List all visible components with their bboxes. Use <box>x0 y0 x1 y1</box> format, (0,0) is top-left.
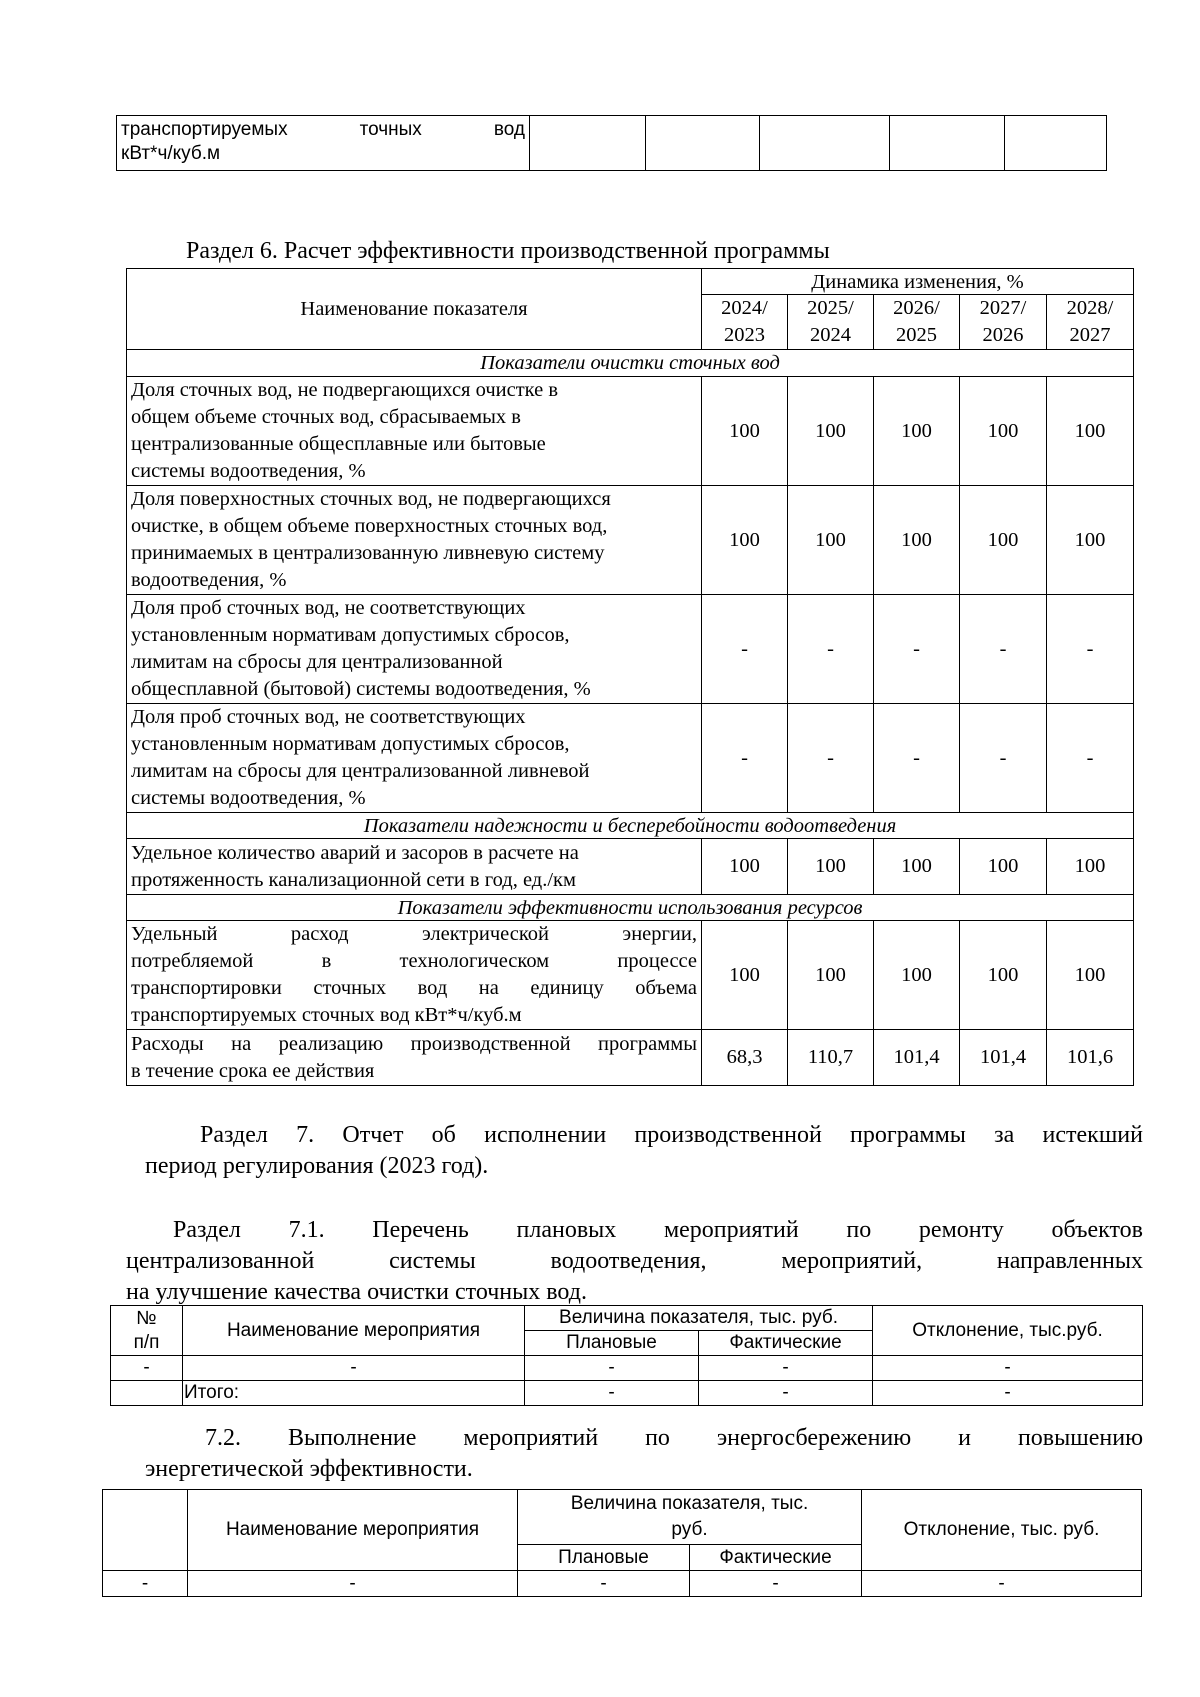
indicator-value: 100 <box>874 377 960 486</box>
indicator-value: 100 <box>1047 377 1134 486</box>
top-fragment-label <box>117 116 530 171</box>
section7-1-table <box>110 1305 1143 1406</box>
indicator-value: 100 <box>702 921 788 1030</box>
indicator-name: Доля сточных вод, не подвергающихся очистке в общем объеме сточных вод, сбрасываемых в централизованные общесплавные или бытовые системы водоотведения, % <box>127 377 702 486</box>
row-num: - <box>111 1356 183 1381</box>
indicator-value: 100 <box>702 377 788 486</box>
section7-1-title: Раздел 7.1. Перечень плановых мероприятий по ремонту объектов централизованной системы водоотведения, мероприятий, направленных на улучшение качества очистки сточных вод. <box>126 1217 1143 1305</box>
indicator-value: 100 <box>874 486 960 595</box>
indicator-value: 110,7 <box>788 1030 874 1086</box>
year-header: 2027/ 2026 <box>960 295 1047 350</box>
group-title: Показатели очистки сточных вод <box>127 350 1134 377</box>
top-fragment-cell <box>530 116 646 171</box>
section6-title: Раздел 6. Расчет эффективности производственной программы <box>186 238 830 264</box>
indicator-value: - <box>788 704 874 813</box>
row-planned: - <box>518 1571 690 1597</box>
indicator-value: 100 <box>960 839 1047 895</box>
value-header: Величина показателя, тыс. руб. <box>525 1306 873 1331</box>
indicator-value: 100 <box>960 377 1047 486</box>
year-header: 2024/ 2023 <box>702 295 788 350</box>
indicator-value: - <box>702 595 788 704</box>
section7-2-title: 7.2. Выполнение мероприятий по энергосбережению и повышению энергетической эффективности. <box>145 1425 1143 1482</box>
total-actual: - <box>699 1381 873 1406</box>
year-header: 2025/ 2024 <box>788 295 874 350</box>
indicator-name: Доля поверхностных сточных вод, не подвергающихся очистке, в общем объеме поверхностных сточных вод, принимаемых в централизованную ливневую систему водоотведения, % <box>127 486 702 595</box>
total-label: Итого: <box>183 1381 525 1406</box>
planned-header: Плановые <box>525 1331 699 1356</box>
indicator-value: - <box>788 595 874 704</box>
row-name: - <box>188 1571 518 1597</box>
top-fragment-cell <box>1005 116 1107 171</box>
indicator-value: 101,4 <box>874 1030 960 1086</box>
indicator-value: - <box>874 595 960 704</box>
indicator-name: Доля проб сточных вод, не соответствующих установленным нормативам допустимых сбросов, лимитам на сбросы для централизованной общесплавной (бытовой) системы водоотведения, % <box>127 595 702 704</box>
indicator-value: 100 <box>960 921 1047 1030</box>
section7-title: Раздел 7. Отчет об исполнении производственной программы за истекший период регулирования (2023 год). <box>145 1122 1143 1179</box>
section6-table <box>126 268 1134 1086</box>
actual-header: Фактические <box>699 1331 873 1356</box>
indicator-name: Расходы на реализацию производственной программы в течение срока ее действия <box>127 1030 702 1086</box>
actual-header: Фактические <box>690 1545 862 1571</box>
name-column-header: Наименование показателя <box>127 269 702 350</box>
indicator-value: 100 <box>1047 486 1134 595</box>
indicator-value: 101,6 <box>1047 1030 1134 1086</box>
indicator-value: 100 <box>874 839 960 895</box>
indicator-name: Удельное количество аварий и засоров в расчете на протяженность канализационной сети в год, ед./км <box>127 839 702 895</box>
dynamics-header: Динамика изменения, % <box>702 269 1134 295</box>
row-planned: - <box>525 1356 699 1381</box>
indicator-value: - <box>702 704 788 813</box>
row-name: - <box>183 1356 525 1381</box>
planned-header: Плановые <box>518 1545 690 1571</box>
total-deviation: - <box>873 1381 1143 1406</box>
top-fragment-table <box>116 115 1107 171</box>
year-header: 2026/ 2025 <box>874 295 960 350</box>
row-num: - <box>103 1571 188 1597</box>
indicator-value: 100 <box>702 486 788 595</box>
year-header: 2028/ 2027 <box>1047 295 1134 350</box>
indicator-value: 100 <box>1047 839 1134 895</box>
indicator-value: 101,4 <box>960 1030 1047 1086</box>
indicator-value: - <box>874 704 960 813</box>
group-title: Показатели надежности и бесперебойности водоотведения <box>127 813 1134 839</box>
indicator-name: Доля проб сточных вод, не соответствующих установленным нормативам допустимых сбросов, лимитам на сбросы для централизованной ливневой системы водоотведения, % <box>127 704 702 813</box>
top-fragment-cell <box>890 116 1005 171</box>
event-name-header: Наименование мероприятия <box>183 1306 525 1356</box>
deviation-header: Отклонение, тыс.руб. <box>873 1306 1143 1356</box>
indicator-value: 100 <box>960 486 1047 595</box>
indicator-value: - <box>1047 595 1134 704</box>
indicator-value: 100 <box>788 921 874 1030</box>
indicator-value: 100 <box>702 839 788 895</box>
top-fragment-word: точных <box>359 119 422 140</box>
top-fragment-word: транспортируемых <box>121 119 288 140</box>
event-name-header: Наименование мероприятия <box>188 1490 518 1571</box>
indicator-value: - <box>960 704 1047 813</box>
row-actual: - <box>699 1356 873 1381</box>
row-actual: - <box>690 1571 862 1597</box>
section7-2-table <box>102 1489 1142 1597</box>
num-header: № п/п <box>111 1306 183 1356</box>
value-header: Величина показателя, тыс. руб. <box>518 1490 862 1545</box>
indicator-value: - <box>960 595 1047 704</box>
indicator-value: 100 <box>874 921 960 1030</box>
row-deviation: - <box>862 1571 1142 1597</box>
total-num <box>111 1381 183 1406</box>
indicator-value: 100 <box>1047 921 1134 1030</box>
row-deviation: - <box>873 1356 1143 1381</box>
total-planned: - <box>525 1381 699 1406</box>
top-fragment-cell <box>760 116 890 171</box>
top-fragment-cell <box>646 116 760 171</box>
indicator-value: - <box>1047 704 1134 813</box>
top-fragment-unit: кВт*ч/куб.м <box>121 143 221 164</box>
indicator-value: 100 <box>788 377 874 486</box>
indicator-name: Удельный расход электрической энергии, потребляемой в технологическом процессе транспортировки сточных вод на единицу объема транспортируемых сточных вод кВт*ч/куб.м <box>127 921 702 1030</box>
indicator-value: 100 <box>788 486 874 595</box>
top-fragment-word: вод <box>493 119 525 140</box>
indicator-value: 100 <box>788 839 874 895</box>
indicator-value: 68,3 <box>702 1030 788 1086</box>
num-header <box>103 1490 188 1571</box>
group-title: Показатели эффективности использования ресурсов <box>127 895 1134 921</box>
deviation-header: Отклонение, тыс. руб. <box>862 1490 1142 1571</box>
